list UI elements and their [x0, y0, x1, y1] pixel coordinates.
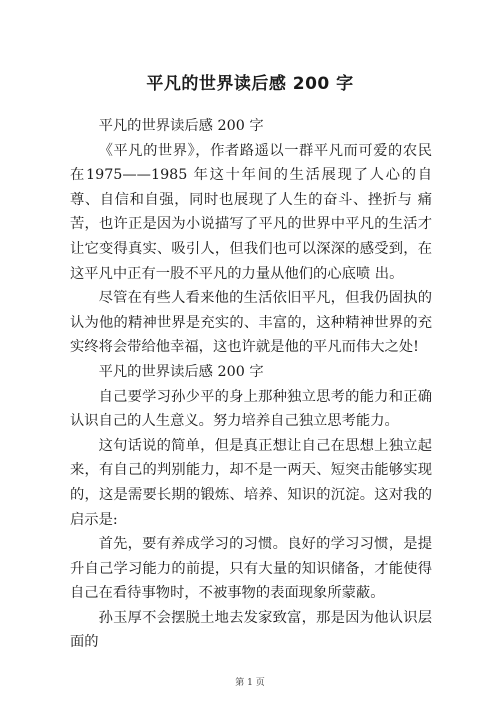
- paragraph: 孙玉厚不会摆脱土地去发家致富，那是因为他认识层面的: [70, 609, 432, 651]
- paragraph: 这句话说的简单，但是真正想让自己在思想上独立起来，有自己的判别能力，却不是一两天、短突击能够实现的，这是需要长期的锻炼、培养、知识的沉淀。这对我的启示是:: [70, 437, 432, 528]
- paragraph: 《平凡的世界》，作者路遥以一群平凡而可爱的农民在1975——1985 年这十年间的生活展现了人心的自尊、自信和自强，同时也展现了人生的奋斗、挫折与 痛苦，也许正是因为小说描写了平凡的世界中平凡的生活才让它变得真实、吸引人，但我们也可以深深的感受到，在这平凡中正有一股不平凡的力量从他们的心底喷 出。: [70, 142, 432, 282]
- document-body: [70, 114, 432, 655]
- paragraph: 平凡的世界读后感 200 字: [98, 118, 264, 134]
- document-title: 平凡的世界读后感 200 字: [146, 74, 354, 94]
- paragraph: 首先，要有养成学习的习惯。良好的学习习惯，是提升自己学习能力的前提，只有大量的知识储备，才能使得自己在看待事物时，不被事物的表面现象所蒙蔽。: [70, 536, 432, 602]
- paragraph: 平凡的世界读后感 200 字: [98, 363, 264, 380]
- paragraph: 自己要学习孙少平的身上那种独立思考的能力和正确认识自己的人生意义。努力培养自己独立思考能力。: [70, 388, 432, 430]
- page-number: 第 1 页: [235, 678, 265, 688]
- paragraph: 尽管在有些人看来他的生活依旧平凡，但我仍固执的认为他的精神世界是充实的、丰富的，这种精神世界的充实终将会带给他幸福，这也许就是他的平凡而伟大之处!: [70, 290, 432, 356]
